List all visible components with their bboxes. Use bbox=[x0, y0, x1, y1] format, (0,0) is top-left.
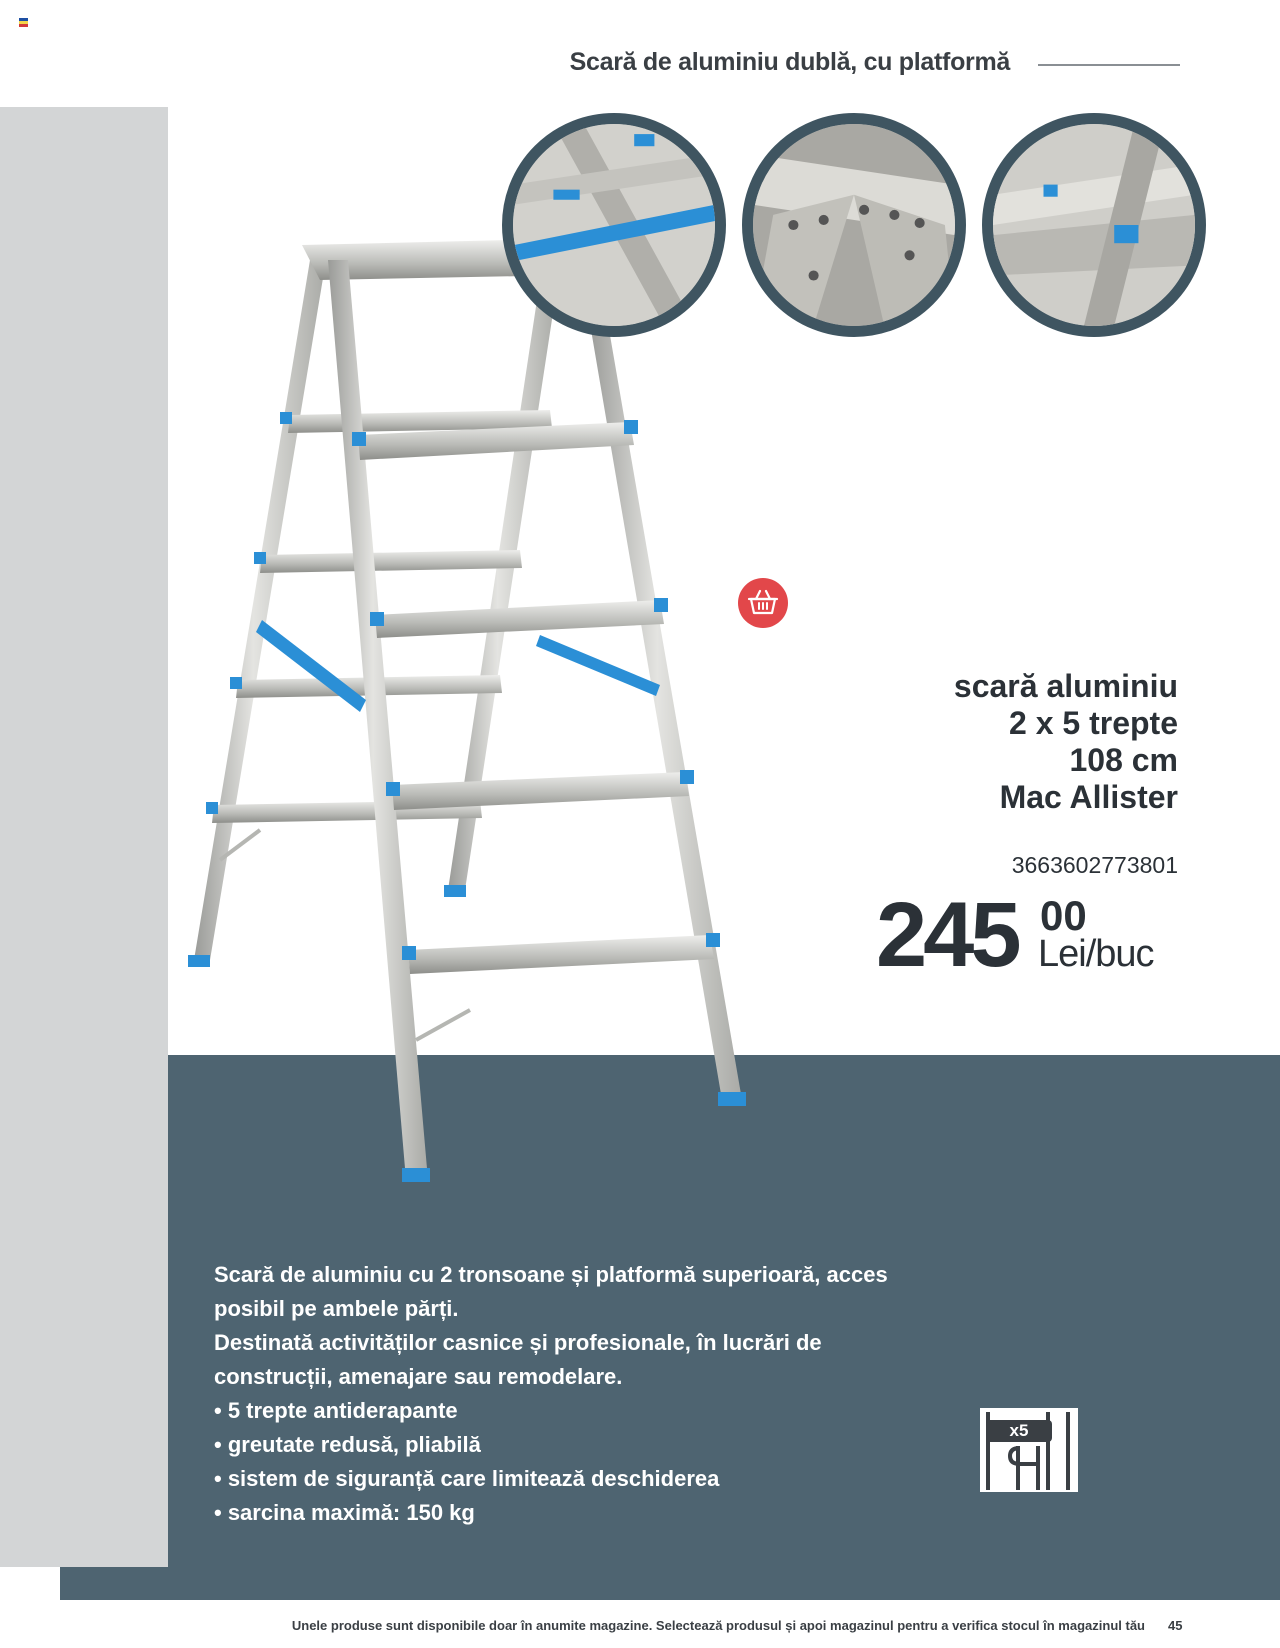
detail-photo-step-connector bbox=[982, 113, 1206, 337]
product-name-line: 2 x 5 trepte bbox=[1009, 705, 1178, 741]
price-decimals: 00 bbox=[1040, 892, 1087, 939]
description-line: posibil pe ambele părți. bbox=[214, 1296, 459, 1321]
feature-item: • 5 trepte antiderapante bbox=[214, 1398, 458, 1423]
product-name bbox=[820, 668, 1178, 816]
feature-item: • sistem de siguranță care limitează deschiderea bbox=[214, 1466, 720, 1491]
steps-count-badge: x5 bbox=[986, 1420, 1052, 1442]
price-unit: Lei/buc bbox=[1038, 933, 1154, 975]
bottom-strip bbox=[60, 1567, 1280, 1600]
ladder-product-image bbox=[180, 240, 800, 1240]
product-name-line: scară aluminiu bbox=[953, 668, 1178, 704]
page-title: Scară de aluminiu dublă, cu platformă bbox=[569, 48, 1010, 76]
shopping-basket-icon bbox=[738, 578, 788, 628]
add-to-basket-button[interactable] bbox=[738, 578, 788, 628]
description-line: Destinată activităților casnice și profesionale, în lucrări de bbox=[214, 1330, 822, 1355]
side-panel bbox=[0, 107, 168, 1567]
ladder-steps-icon bbox=[980, 1408, 1078, 1492]
footer-disclaimer: Unele produse sunt disponibile doar în anumite magazine. Selectează produsul și apoi magazinul pentru a verifica stocul în magazinul tău bbox=[291, 1618, 1145, 1633]
product-name-line: Mac Allister bbox=[999, 779, 1178, 815]
product-name-line: 108 cm bbox=[1069, 742, 1178, 778]
description-line: construcții, amenajare sau remodelare. bbox=[214, 1364, 623, 1389]
detail-photo-safety-strap bbox=[502, 113, 726, 337]
title-divider bbox=[1038, 64, 1180, 66]
product-description bbox=[214, 1258, 974, 1530]
product-ean: 3663602773801 bbox=[1011, 852, 1178, 878]
language-flag-icon[interactable] bbox=[19, 18, 28, 27]
price-integer: 245 bbox=[876, 884, 1018, 986]
page-number: 45 bbox=[1168, 1618, 1183, 1633]
feature-item: • sarcina maximă: 150 kg bbox=[214, 1500, 475, 1525]
feature-item: • greutate redusă, pliabilă bbox=[214, 1432, 481, 1457]
detail-photo-platform-rivets bbox=[742, 113, 966, 337]
description-line: Scară de aluminiu cu 2 tronsoane și platformă superioară, acces bbox=[214, 1262, 888, 1287]
